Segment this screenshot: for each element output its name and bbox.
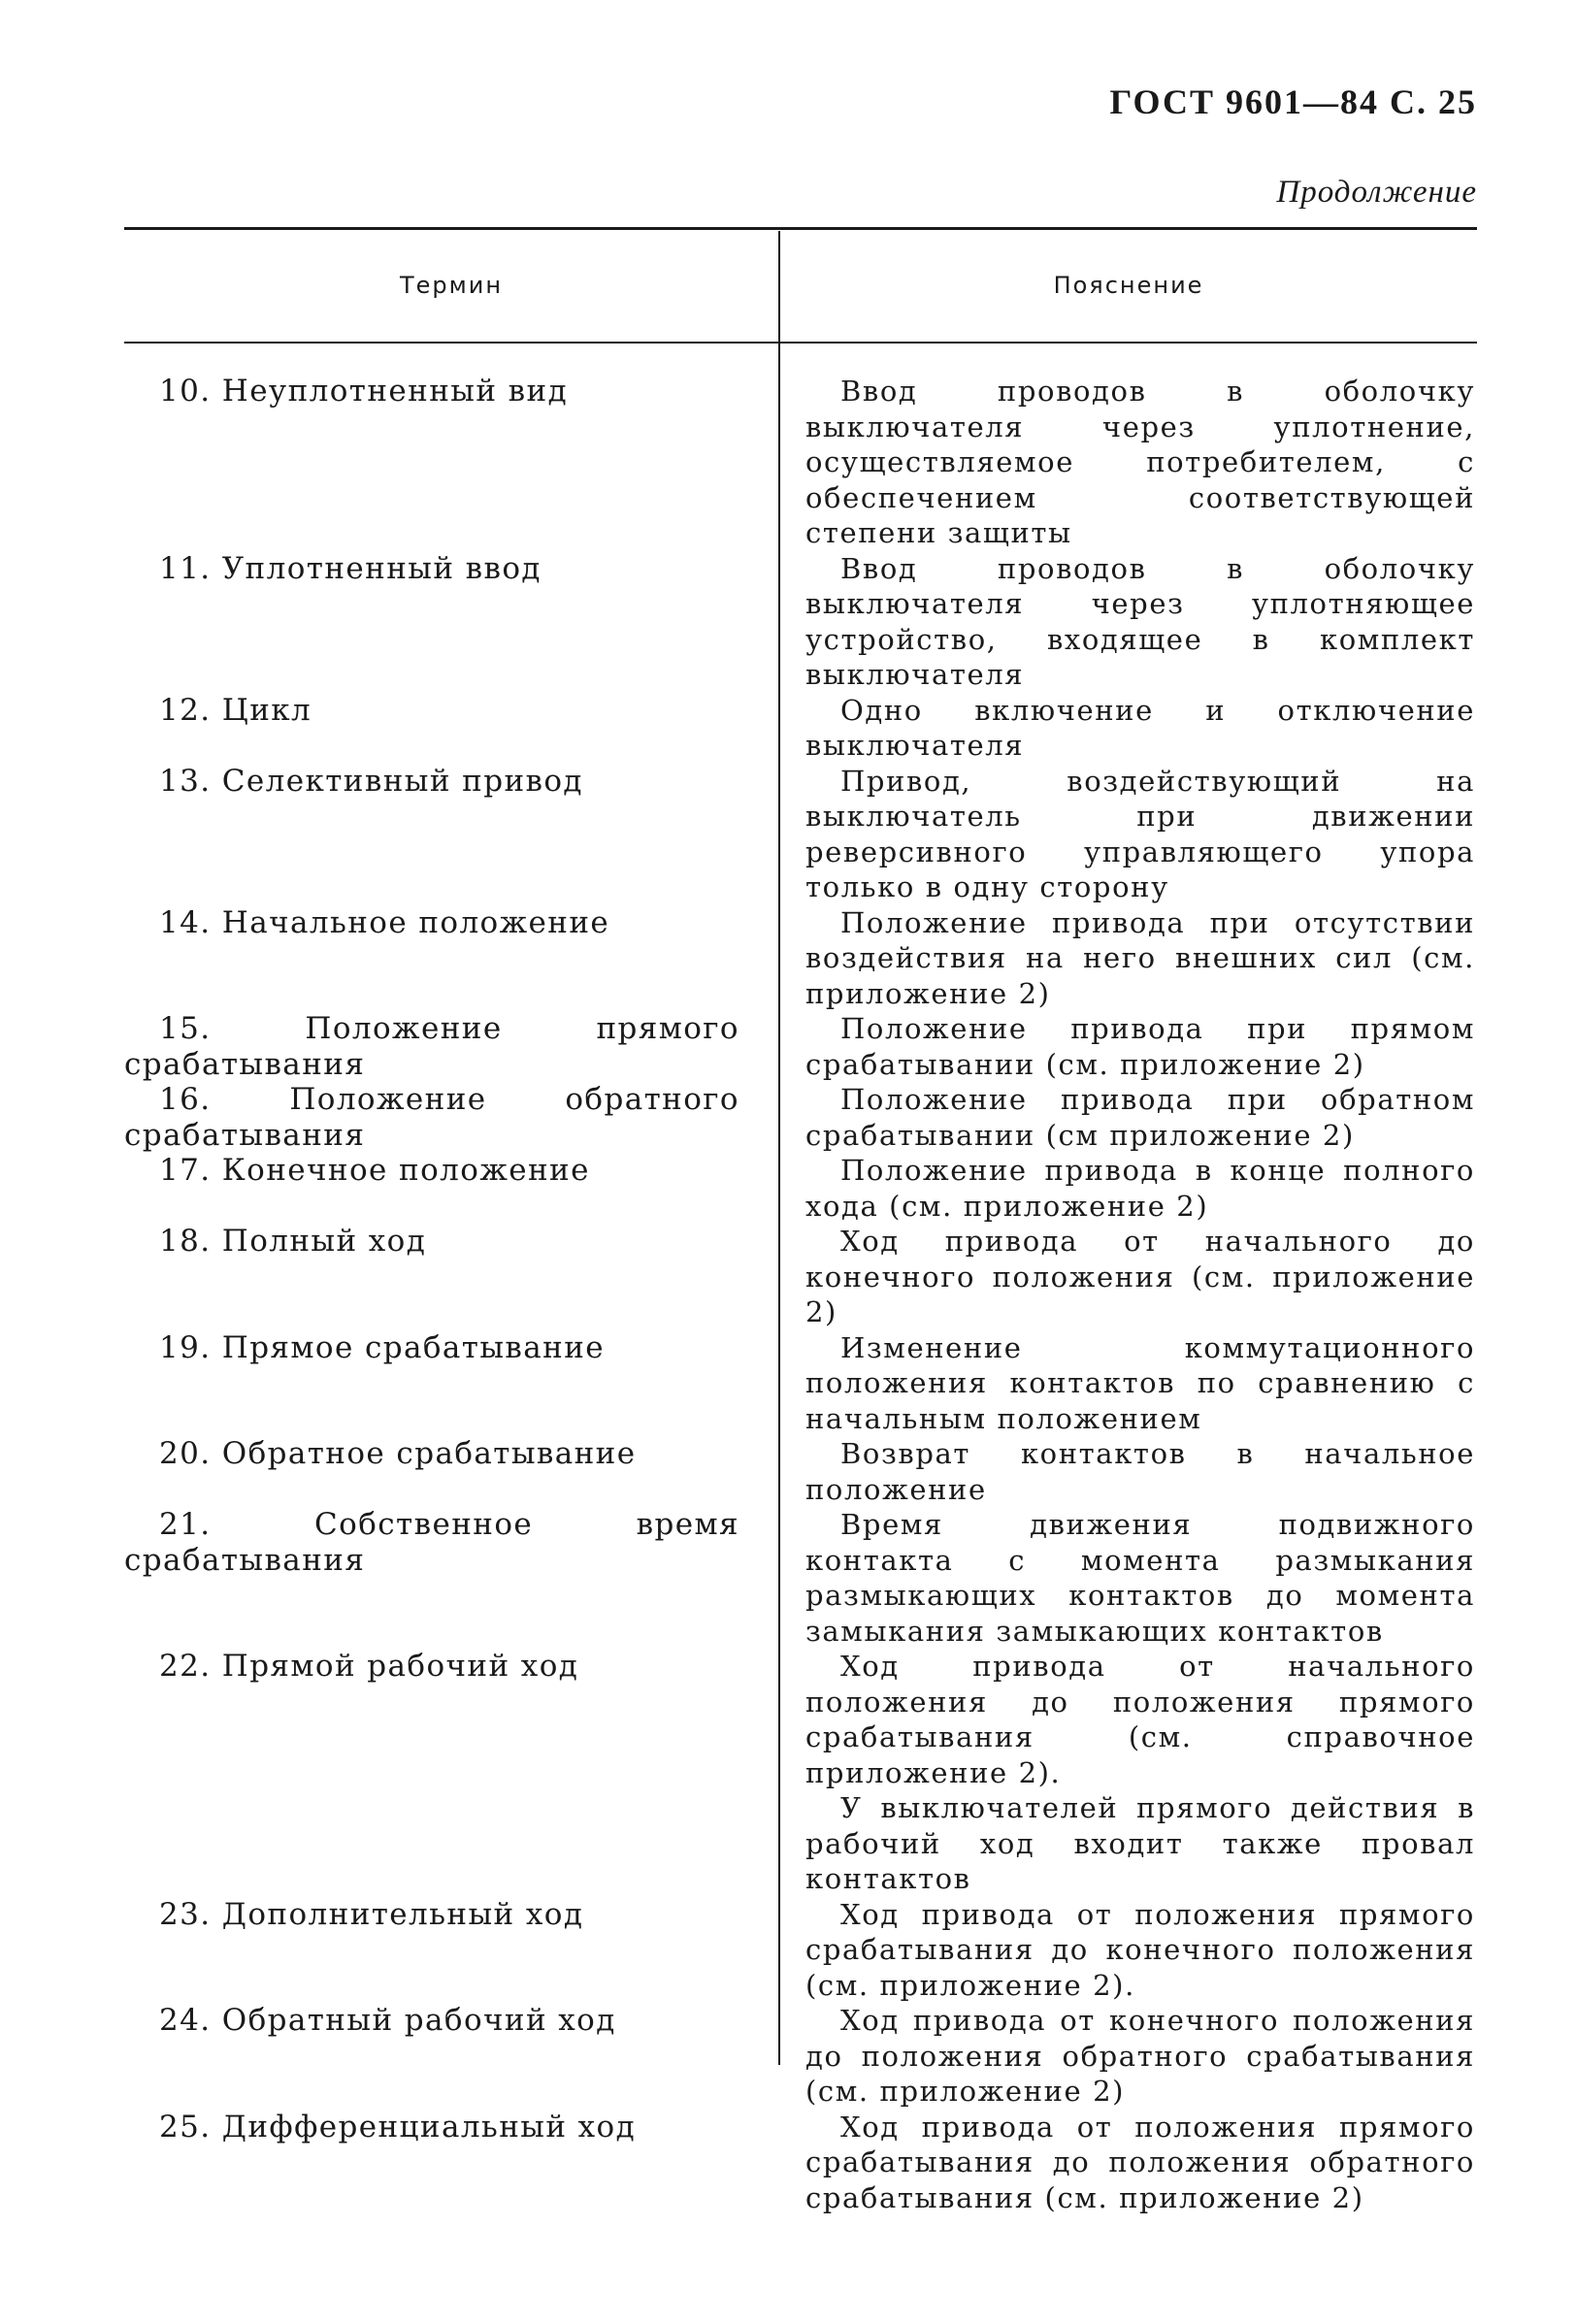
explanation-text: Положение привода в конце полного хода (см. приложение 2): [805, 1154, 1475, 1223]
term-cell: 11. Уплотненный ввод: [159, 550, 542, 586]
table-header-rule: [124, 342, 1477, 344]
term-cell: 17. Конечное положение: [159, 1153, 590, 1188]
explanation-text: Одно включение и отключение выключателя: [805, 693, 1475, 762]
explanation-cell: [805, 1436, 1475, 1507]
explanation-cell: [805, 1224, 1475, 1330]
table-row: [124, 374, 1477, 551]
term-cell: 12. Цикл: [159, 692, 312, 728]
explanation-cell: [805, 1082, 1475, 1153]
term-cell: 15. Положение прямого срабатывания: [124, 1011, 739, 1082]
explanation-cell: [805, 693, 1475, 764]
table-row: [124, 1649, 1477, 1897]
table-row: [124, 764, 1477, 905]
explanation-text: Время движения подвижного контакта с момента размыкания размыкающих контактов до момента замыкания замыкающих контактов: [805, 1508, 1475, 1648]
explanation-text: Возврат контактов в начальное положение: [805, 1437, 1475, 1506]
table-row: [124, 2110, 1477, 2216]
table-row: [124, 1897, 1477, 2004]
table-top-rule: [124, 227, 1477, 230]
term-cell: 24. Обратный рабочий ход: [159, 2003, 616, 2038]
page-header-standard: ГОСТ 9601—84 С. 25: [1109, 82, 1477, 121]
term-cell: 22. Прямой рабочий ход: [159, 1649, 579, 1684]
explanation-text: У выключателей прямого действия в рабочий ход входит также провал контактов: [805, 1791, 1475, 1895]
table-row: [124, 1153, 1477, 1224]
term-cell: 25. Дифференциальный ход: [159, 2109, 637, 2144]
explanation-cell: [805, 1330, 1475, 1437]
term-cell: 13. Селективный привод: [159, 763, 583, 799]
terms-table-body: [124, 374, 1477, 2215]
explanation-cell: [805, 905, 1475, 1012]
table-row: [124, 1330, 1477, 1437]
term-cell: 19. Прямое срабатывание: [159, 1329, 606, 1365]
table-row: [124, 1011, 1477, 1082]
explanation-text: Положение привода при отсутствии воздействия на него внешних сил (см. приложение 2): [805, 905, 1475, 1010]
explanation-text: Изменение коммутационного положения контактов по сравнению с начальным положением: [805, 1330, 1475, 1435]
term-cell: 23. Дополнительный ход: [159, 1896, 584, 1932]
table-row: [124, 2003, 1477, 2110]
explanation-text: Ход привода от положения прямого срабатывания до положения обратного срабатывания (см. приложение 2): [805, 2110, 1475, 2214]
term-cell: 14. Начальное положение: [159, 904, 610, 940]
continuation-label: Продолжение: [1276, 175, 1477, 210]
explanation-cell: [805, 1011, 1475, 1082]
explanation-text: Привод, воздействующий на выключатель при движении реверсивного управляющего упора только в одну сторону: [805, 764, 1475, 903]
explanation-cell: [805, 1153, 1475, 1224]
explanation-text: Ввод проводов в оболочку выключателя через уплотняющее устройство, входящее в комплект выключателя: [805, 551, 1475, 691]
term-cell: 21. Собственное время срабатывания: [124, 1507, 739, 1578]
column-header-term: Термин: [399, 272, 504, 299]
table-row: [124, 1507, 1477, 1649]
explanation-cell: [805, 374, 1475, 551]
explanation-text: Ход привода от начального положения до положения прямого срабатывания (см. справочное приложение 2).: [805, 1650, 1475, 1789]
term-cell: 16. Положение обратного срабатывания: [124, 1082, 739, 1153]
table-row: [124, 551, 1477, 693]
column-header-explanation: Пояснение: [1053, 272, 1204, 299]
explanation-cell: [805, 551, 1475, 693]
explanation-cell: [805, 2110, 1475, 2216]
explanation-text: Ход привода от положения прямого срабатывания до конечного положения (см. приложение 2).: [805, 1897, 1475, 2002]
table-row: [124, 1082, 1477, 1153]
term-cell: 20. Обратное срабатывание: [159, 1436, 637, 1471]
explanation-text: Положение привода при обратном срабатывании (см приложение 2): [805, 1083, 1475, 1152]
explanation-cell: [805, 1649, 1475, 1897]
explanation-cell: [805, 1897, 1475, 2004]
table-row: [124, 693, 1477, 764]
term-cell: 18. Полный ход: [159, 1224, 427, 1259]
explanation-text: Ход привода от начального до конечного положения (см. приложение 2): [805, 1225, 1475, 1328]
table-row: [124, 905, 1477, 1012]
table-row: [124, 1224, 1477, 1330]
explanation-cell: [805, 764, 1475, 905]
explanation-cell: [805, 1507, 1475, 1649]
term-cell: 10. Неуплотненный вид: [159, 374, 569, 409]
explanation-text: Положение привода при прямом срабатывании (см. приложение 2): [805, 1012, 1475, 1081]
table-row: [124, 1436, 1477, 1507]
explanation-text: Ввод проводов в оболочку выключателя через уплотнение, осуществляемое потребителем, с обеспечением соответствующей степени защиты: [805, 375, 1475, 549]
explanation-text: Ход привода от конечного положения до положения обратного срабатывания (см. приложение 2): [805, 2004, 1475, 2108]
explanation-cell: [805, 2003, 1475, 2110]
